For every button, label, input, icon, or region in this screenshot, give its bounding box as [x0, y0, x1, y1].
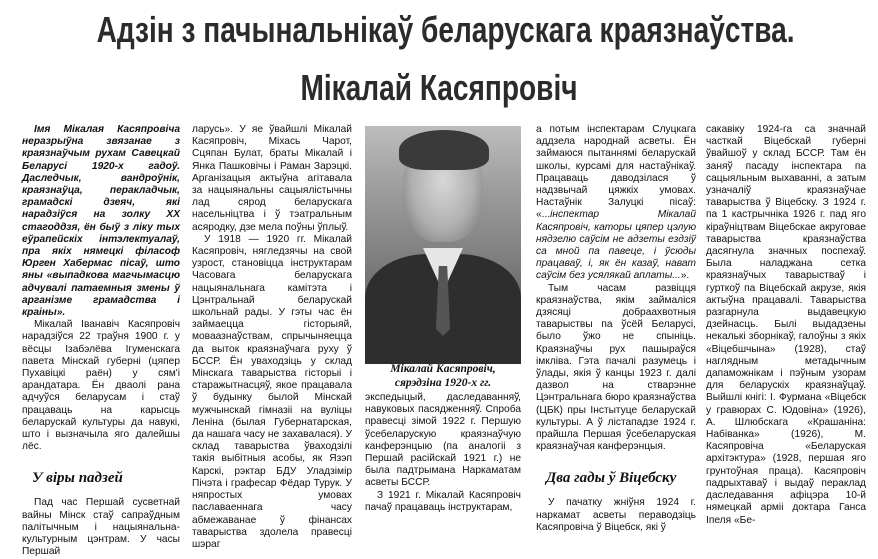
article-paragraph: З 1921 г. Мікалай Касяпровіч пачаў працаваць інструктарам, [365, 489, 521, 513]
article-paragraph: Мікалай Іванавіч Касяпровіч нарадзіўся 22 траўня 1900 г. у вёсцы Ізабэлёва Ігуменскага павета Мінскай губерні (цяпер Пухавіцкі раён) у сям'і арандатара. Ён дваолі рана адчуўся беларусам і стаў працаваць на карысць беларускай культуры да навукі, што і вызначыла яго далейшы лёс. [22, 319, 180, 453]
photo-caption [365, 362, 521, 390]
article-paragraph: а потым інспектарам Слуцкага аддзела народнай асветы. Ён займаюся пытаннямі беларускай школы, курсамі для настаўнікаў. Працаваць даводзілася ў надзвычай цяжкіх умовах. Настаўнік Залуцкі пісаў: «...інспектар Мікалай Касяпровіч, каторы цяпер цэлую нядзелю саўсім не адзеты ездзіў са мной па павеце, і ўсюды працаваў, і, як ён казаў, нават саўсім без усялякай аплаты...». [536, 124, 696, 282]
article-paragraph: Пад час Першай сусветнай вайны Мінск стаў сапраўдным палітычным і нацыянальна-культурным цэнтрам. У часы Першай [22, 497, 180, 558]
headline-line-2: Мікалай Касяпровіч [300, 67, 578, 108]
article-paragraph: У 1918 — 1920 гг. Мікалай Касяпровіч, нягледзячы на свой узрост, становіцца інструктарам Часовага беларускага нацыянальнага камітэта і Цэнтральнай беларускай школьнай рады. У гэты час ён займаецца гісторыяй, моваазнаўствам, спрычыняецца да выток краязнаўчага руху ў БССР. Ён уваходзіць у склад Мінскага таварыства гісторыі і старажытнасцяў, якое працавала ў будынку былой Мінскай мужчынскай гімназіі на вуліцы Леніна (былая Губернатарская, да нашага часу не захавалася). У склад таварыства ўваходзілі такія выбітныя асобы, як Язэп Карскі, рэктар БДУ Уладзімір Пічэта і графесар Фёдар Турук. У няпростых умовах паславаеннага часу абмежаванае ў фінансах таварыства здолела правесці шэраг [192, 233, 352, 550]
article-paragraph: экспедыцый, даследаванняў, навуковых пасядженняў. Спроба правесці зімой 1922 г. Першую ўсебеларускую краязнаўчую канферэнцыю (па аналогіі з Першай расійскай 1921 г.) не была падтрымана Наркаматам асветы БССР. [365, 392, 521, 489]
section-subhead: У віры падзей [32, 470, 123, 487]
article-column-2 [192, 124, 352, 550]
article-column-3-bottom [365, 392, 521, 515]
lead-paragraph: Імя Мікалая Касяпровіча неразрыўна звязанае з краязнаўчым рухам Савецкай Беларусі 1920-х гадоў. Даследчык, вандроўнік, краязнаўца, перакладчык, грамадскі дзеяч, які нарадзіўся на золку XX стагоддзя, ён быў з ліку тых еўрапейскіх інтэлектуалаў, пра якіх нямецкі філасоф Юрген Хабермас пісаў, што яны «выпадкова магчымасцю адчувалі патаемныя змены ў арганізме грамадства і краіны». [22, 124, 180, 319]
article-column-5 [706, 124, 866, 526]
article-paragraph: Тым часам развіцця краязнаўства, якім займаліся дзясяці добраахвотныя таварыствы па ўсёй Беларусі, было ўжо не спыніць. Краязнаўчы рух пашыраўся імкліва. Гэта пачалі разумець і ўлады, якія ў канцы 1923 г. далі дазвол на стварэнне Цэнтральнага бюро краязнаўства (ЦБК) пры Інстытуце беларускай культуры. А ў лістападзе 1924 г. прайшла Першая ўсебеларуская краязнаўчая канферэнцыя. [536, 282, 696, 453]
article-paragraph: ларусь». У яе ўвайшлі Мікалай Касяпровіч, Міхась Чарот, Сцяпан Булат, браты Мікалай і Янка Пашковічы і Раман Зарэцкі. Арганізацыя актыўна агітавала за нацыянальны сацыялістычны лад сярод беларускага насельніцтва і ў тэатральным асяродку, дзе мела поўны ўплыў. [192, 124, 352, 233]
quote-text: інспектар Мікалай Касяпровіч, каторы цяпер цэлую нядзелю саўсім не адзеты ездзіў са мной па павеце, і ўсюды працаваў, і, як ён казаў, нават саўсім без усялякай аплаты... [536, 209, 696, 282]
article-column-4 [536, 124, 696, 533]
portrait-photo [365, 126, 521, 356]
section-subhead: Два гады ў Віцебску [546, 470, 677, 487]
portrait-hair [399, 130, 489, 170]
article-paragraph: сакавіку 1924-га са значнай часткай Віцебскай губерні ўвайшоў у склад БССР. Там ён заняў пасаду інспектара па сацыяльным выхаванні, а затым узначаліў краязнаўчае таварыства ў Віцебску. З 1924 г. па 1 кастрычніка 1926 г. пад яго кіраўніцтвам Віцебскае акруговае таварыства краязнаўства дасягнула значных поспехаў. Была наладжана сетка краязнаўчых таварыстваў і гурткоў па Віцебскай акрузе, якія актыўна працавалі. Таварыства разгарнула выдавецкую дзейнасць. Былі выдадзены некалькі зборнікаў, галоўны з якіх «Віцебшчына» (1928), стаў наглядным метадычным дапаможнікам і пэўным узорам для беларускіх краязнаўцаў. Выйшлі кнігі: І. Фурмана «Віцебск у гравюрах С. Юдовіна» (1926), А. Шлюбскага «Крашаніна: Набіванка» (1926), М. Касяпровіча «Беларуская архітэктура» (1928, першая яго грунтоўная праца). Касяпровіч падрыхтаваў і выдаў пераклад даследавання афіцэра 10-й нямецкай арміі доктара Ганса Іпеля «Бе- [706, 124, 866, 526]
article-paragraph: У пачатку жніўня 1924 г. наркамат асветы пераводзіць Касяпровіча ў Віцебск, які ў [536, 497, 696, 533]
photo-caption-line-2: сярэдзіна 1920-х гг. [394, 377, 492, 389]
photo-caption-line-1: Мікалай Касяпровіч, [390, 363, 496, 375]
article-column-1 [22, 124, 180, 558]
headline-line-1: Адзін з пачынальнікаў беларускага краязнаўства. [96, 9, 795, 50]
